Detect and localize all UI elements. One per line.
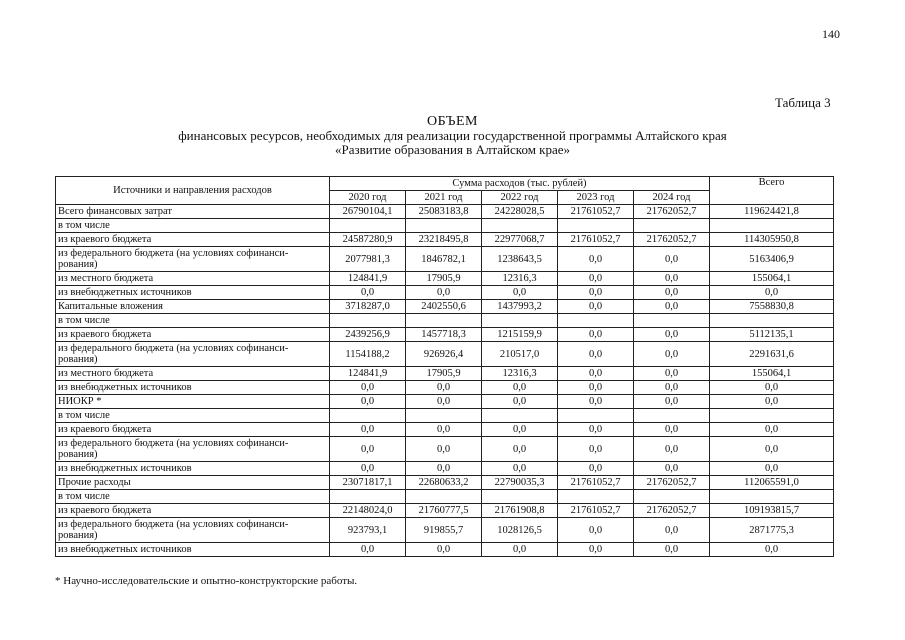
year-value-cell: 2439256,9 [330, 328, 406, 342]
total-value-cell: 5163406,9 [710, 247, 834, 272]
year-value-cell [634, 490, 710, 504]
year-value-cell: 1154188,2 [330, 342, 406, 367]
year-value-cell [330, 219, 406, 233]
year-value-cell [634, 219, 710, 233]
total-value-cell: 155064,1 [710, 367, 834, 381]
table-row [56, 409, 834, 423]
year-value-cell: 1215159,9 [482, 328, 558, 342]
row-label: из федерального бюджета (на условиях софинанси-рования) [56, 247, 330, 272]
year-value-cell: 0,0 [558, 247, 634, 272]
year-value-cell: 1846782,1 [406, 247, 482, 272]
row-label: Капитальные вложения [56, 300, 330, 314]
year-value-cell: 124841,9 [330, 367, 406, 381]
year-value-cell: 2077981,3 [330, 247, 406, 272]
year-value-cell: 0,0 [406, 395, 482, 409]
year-value-cell: 21761052,7 [558, 504, 634, 518]
year-value-cell: 12316,3 [482, 272, 558, 286]
row-label: из местного бюджета [56, 367, 330, 381]
year-value-cell [406, 219, 482, 233]
year-value-cell: 0,0 [634, 300, 710, 314]
row-label: Прочие расходы [56, 476, 330, 490]
row-label: из краевого бюджета [56, 504, 330, 518]
year-value-cell: 923793,1 [330, 518, 406, 543]
row-label: из внебюджетных источников [56, 462, 330, 476]
year-value-cell: 210517,0 [482, 342, 558, 367]
table-row [56, 423, 834, 437]
total-value-cell: 119624421,8 [710, 205, 834, 219]
year-value-cell: 0,0 [406, 286, 482, 300]
table-row [56, 504, 834, 518]
table-row [56, 518, 834, 543]
total-value-cell: 7558830,8 [710, 300, 834, 314]
row-label: из федерального бюджета (на условиях софинанси-рования) [56, 342, 330, 367]
year-value-cell [406, 314, 482, 328]
year-value-cell: 0,0 [482, 381, 558, 395]
year-value-cell [634, 314, 710, 328]
year-value-cell: 17905,9 [406, 272, 482, 286]
year-value-cell: 17905,9 [406, 367, 482, 381]
total-value-cell: 5112135,1 [710, 328, 834, 342]
year-value-cell [482, 314, 558, 328]
total-value-cell [710, 409, 834, 423]
table-row [56, 462, 834, 476]
year-value-cell: 0,0 [634, 272, 710, 286]
year-value-cell: 12316,3 [482, 367, 558, 381]
table-row [56, 205, 834, 219]
year-value-cell: 0,0 [634, 328, 710, 342]
table-row [56, 367, 834, 381]
year-value-cell: 21762052,7 [634, 476, 710, 490]
header-year: 2024 год [634, 191, 710, 205]
year-value-cell: 0,0 [330, 395, 406, 409]
header-sum: Сумма расходов (тыс. рублей) [330, 177, 710, 191]
row-label: из краевого бюджета [56, 233, 330, 247]
year-value-cell: 23071817,1 [330, 476, 406, 490]
year-value-cell: 0,0 [330, 462, 406, 476]
total-value-cell: 112065591,0 [710, 476, 834, 490]
year-value-cell: 21760777,5 [406, 504, 482, 518]
year-value-cell: 21761052,7 [558, 233, 634, 247]
year-value-cell [482, 409, 558, 423]
header-total: Всего [710, 177, 834, 205]
year-value-cell: 0,0 [482, 286, 558, 300]
year-value-cell: 23218495,8 [406, 233, 482, 247]
total-value-cell: 0,0 [710, 423, 834, 437]
row-label: из местного бюджета [56, 272, 330, 286]
year-value-cell: 22790035,3 [482, 476, 558, 490]
table-row [56, 437, 834, 462]
year-value-cell: 24587280,9 [330, 233, 406, 247]
row-label: из краевого бюджета [56, 328, 330, 342]
year-value-cell: 0,0 [558, 462, 634, 476]
total-value-cell: 0,0 [710, 543, 834, 557]
total-value-cell: 155064,1 [710, 272, 834, 286]
year-value-cell: 21762052,7 [634, 504, 710, 518]
year-value-cell: 0,0 [634, 518, 710, 543]
table-row [56, 328, 834, 342]
year-value-cell: 1457718,3 [406, 328, 482, 342]
year-value-cell: 0,0 [330, 423, 406, 437]
year-value-cell: 0,0 [558, 543, 634, 557]
page-number: 140 [822, 27, 840, 41]
year-value-cell: 0,0 [482, 543, 558, 557]
title-line-1: ОБЪЕМ [426, 114, 478, 129]
year-value-cell: 3718287,0 [330, 300, 406, 314]
year-value-cell: 0,0 [406, 543, 482, 557]
total-value-cell: 2291631,6 [710, 342, 834, 367]
year-value-cell: 0,0 [634, 462, 710, 476]
year-value-cell [330, 409, 406, 423]
year-value-cell: 0,0 [558, 328, 634, 342]
table-row [56, 286, 834, 300]
year-value-cell: 0,0 [406, 462, 482, 476]
year-value-cell [482, 219, 558, 233]
year-value-cell: 0,0 [406, 423, 482, 437]
table-row [56, 395, 834, 409]
year-value-cell [330, 490, 406, 504]
year-value-cell: 0,0 [482, 462, 558, 476]
year-value-cell: 124841,9 [330, 272, 406, 286]
year-value-cell: 0,0 [634, 247, 710, 272]
year-value-cell: 0,0 [634, 381, 710, 395]
year-value-cell: 26790104,1 [330, 205, 406, 219]
year-value-cell [406, 490, 482, 504]
total-value-cell [710, 219, 834, 233]
row-label: Всего финансовых затрат [56, 205, 330, 219]
year-value-cell: 24228028,5 [482, 205, 558, 219]
year-value-cell: 0,0 [330, 437, 406, 462]
table-row [56, 314, 834, 328]
row-label: в том числе [56, 409, 330, 423]
year-value-cell: 926926,4 [406, 342, 482, 367]
total-value-cell: 114305950,8 [710, 233, 834, 247]
year-value-cell: 0,0 [482, 395, 558, 409]
year-value-cell [406, 409, 482, 423]
year-value-cell: 0,0 [634, 342, 710, 367]
year-value-cell [330, 314, 406, 328]
total-value-cell [710, 314, 834, 328]
year-value-cell [558, 409, 634, 423]
year-value-cell: 0,0 [634, 423, 710, 437]
year-value-cell [558, 219, 634, 233]
year-value-cell: 2402550,6 [406, 300, 482, 314]
year-value-cell: 0,0 [634, 286, 710, 300]
year-value-cell: 21762052,7 [634, 233, 710, 247]
year-value-cell [558, 314, 634, 328]
table-row [56, 381, 834, 395]
row-label: из федерального бюджета (на условиях софинанси-рования) [56, 437, 330, 462]
financing-table [55, 176, 834, 557]
year-value-cell: 25083183,8 [406, 205, 482, 219]
total-value-cell: 0,0 [710, 437, 834, 462]
table-row [56, 272, 834, 286]
year-value-cell: 21761908,8 [482, 504, 558, 518]
year-value-cell: 0,0 [482, 423, 558, 437]
year-value-cell: 0,0 [634, 437, 710, 462]
row-label: из внебюджетных источников [56, 381, 330, 395]
year-value-cell: 21761052,7 [558, 205, 634, 219]
year-value-cell [558, 490, 634, 504]
table-row [56, 247, 834, 272]
year-value-cell: 0,0 [482, 437, 558, 462]
year-value-cell: 0,0 [558, 423, 634, 437]
table-row [56, 233, 834, 247]
year-value-cell: 21761052,7 [558, 476, 634, 490]
year-value-cell: 0,0 [634, 367, 710, 381]
year-value-cell: 0,0 [558, 518, 634, 543]
row-label: из внебюджетных источников [56, 286, 330, 300]
row-label: в том числе [56, 314, 330, 328]
row-label: НИОКР * [56, 395, 330, 409]
total-value-cell: 0,0 [710, 381, 834, 395]
title-line-3: «Развитие образования в Алтайском крае» [334, 142, 571, 157]
year-value-cell: 0,0 [330, 286, 406, 300]
year-value-cell: 0,0 [558, 381, 634, 395]
table-label: Таблица 3 [775, 95, 831, 110]
document-heading [0, 115, 905, 157]
table-row [56, 300, 834, 314]
year-value-cell [482, 490, 558, 504]
year-value-cell: 0,0 [406, 381, 482, 395]
table-row [56, 543, 834, 557]
year-value-cell: 0,0 [558, 395, 634, 409]
row-label: в том числе [56, 219, 330, 233]
row-label: из внебюджетных источников [56, 543, 330, 557]
row-label: в том числе [56, 490, 330, 504]
year-value-cell: 0,0 [558, 342, 634, 367]
year-value-cell: 0,0 [330, 381, 406, 395]
year-value-cell: 0,0 [558, 437, 634, 462]
year-value-cell: 0,0 [558, 300, 634, 314]
year-value-cell: 0,0 [558, 367, 634, 381]
title-line-2: финансовых ресурсов, необходимых для реализации государственной программы Алтайского края [178, 128, 727, 143]
table-body [56, 205, 834, 557]
year-value-cell: 0,0 [558, 272, 634, 286]
total-value-cell: 109193815,7 [710, 504, 834, 518]
header-year: 2022 год [482, 191, 558, 205]
year-value-cell: 1028126,5 [482, 518, 558, 543]
footnote: * Научно-исследовательские и опытно-конструкторские работы. [55, 575, 358, 587]
header-year: 2021 год [406, 191, 482, 205]
total-value-cell [710, 490, 834, 504]
table-row [56, 219, 834, 233]
table-row [56, 342, 834, 367]
year-value-cell: 22680633,2 [406, 476, 482, 490]
year-value-cell: 21762052,7 [634, 205, 710, 219]
total-value-cell: 0,0 [710, 286, 834, 300]
year-value-cell [634, 409, 710, 423]
year-value-cell: 0,0 [634, 543, 710, 557]
year-value-cell: 0,0 [558, 286, 634, 300]
total-value-cell: 2871775,3 [710, 518, 834, 543]
year-value-cell: 1238643,5 [482, 247, 558, 272]
year-value-cell: 0,0 [406, 437, 482, 462]
header-year: 2023 год [558, 191, 634, 205]
table-row [56, 476, 834, 490]
row-label: из федерального бюджета (на условиях софинанси-рования) [56, 518, 330, 543]
year-value-cell: 0,0 [330, 543, 406, 557]
row-label: из краевого бюджета [56, 423, 330, 437]
header-year: 2020 год [330, 191, 406, 205]
year-value-cell: 919855,7 [406, 518, 482, 543]
header-source: Источники и направления расходов [56, 177, 330, 205]
table-row [56, 490, 834, 504]
year-value-cell: 22148024,0 [330, 504, 406, 518]
year-value-cell: 1437993,2 [482, 300, 558, 314]
total-value-cell: 0,0 [710, 462, 834, 476]
year-value-cell: 0,0 [634, 395, 710, 409]
total-value-cell: 0,0 [710, 395, 834, 409]
year-value-cell: 22977068,7 [482, 233, 558, 247]
